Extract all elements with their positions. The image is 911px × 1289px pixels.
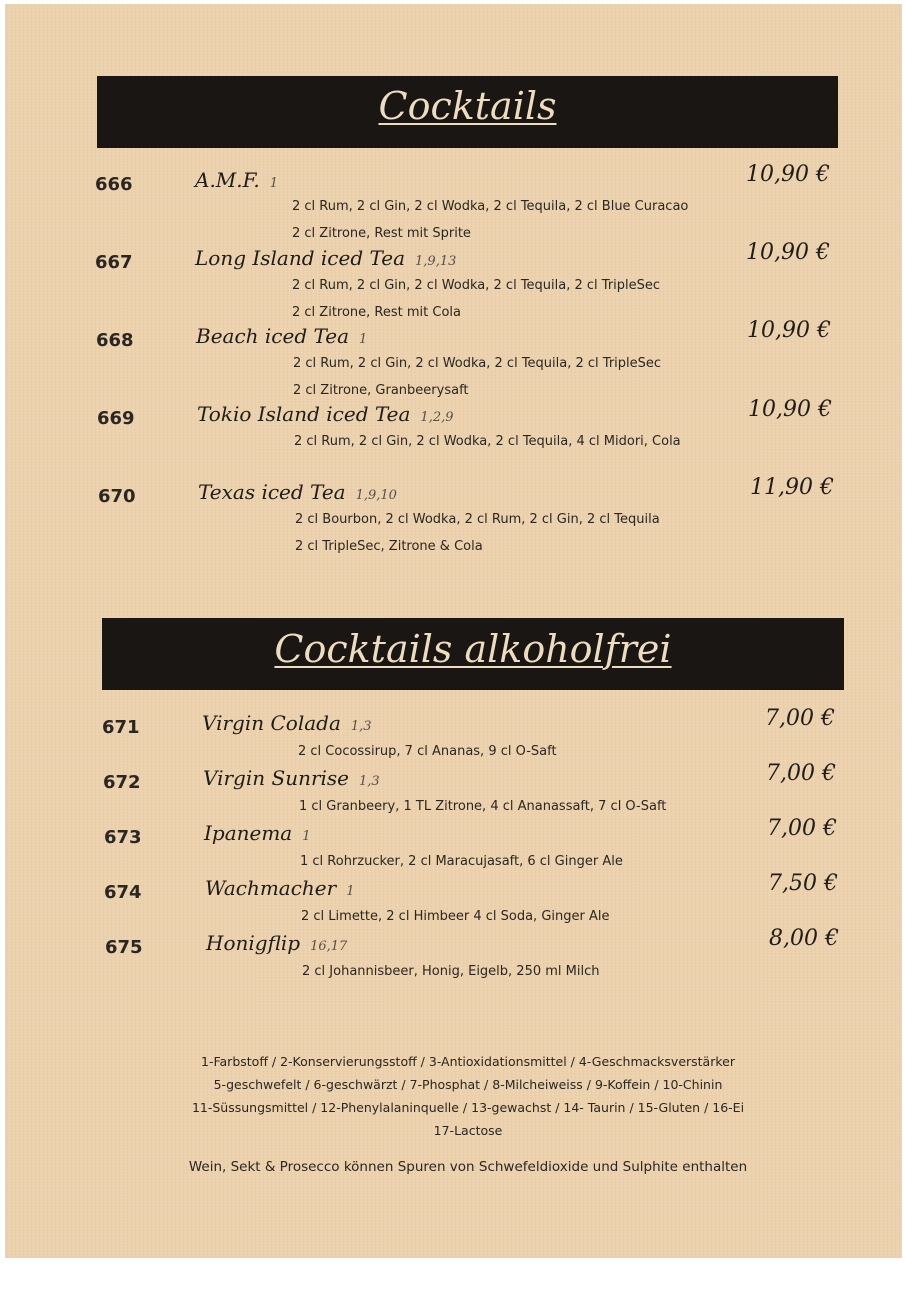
- legend-line: 11-Süssungsmittel / 12-Phenylalaninquelle / 13-gewachst / 14- Taurin / 15-Gluten / 16-Ei: [191, 1100, 745, 1115]
- item-price: 8,00 €: [769, 926, 839, 951]
- item-number: 669: [97, 408, 135, 429]
- section-title-cocktails: Cocktails: [97, 76, 838, 148]
- item-number: 671: [102, 717, 140, 738]
- item-name-text: A.M.F.: [195, 168, 260, 192]
- item-name: [196, 324, 367, 348]
- item-number: 673: [104, 827, 142, 848]
- item-name: [204, 821, 311, 845]
- item-description-line: 2 cl Rum, 2 cl Gin, 2 cl Wodka, 2 cl Tequila, 2 cl Blue Curacao: [292, 199, 689, 214]
- item-description-line: 2 cl Zitrone, Rest mit Cola: [292, 305, 461, 320]
- item-name-text: Honigflip: [206, 931, 301, 955]
- legend-line: 1-Farbstoff / 2-Konservierungsstoff / 3-Antioxidationsmittel / 4-Geschmacksverstärker: [201, 1054, 735, 1069]
- menu-page: [5, 4, 902, 1258]
- item-allergens: 1,9,13: [415, 254, 457, 269]
- item-allergens: 1: [302, 829, 311, 844]
- item-price: 7,50 €: [768, 871, 838, 896]
- item-allergens: 1,2,9: [420, 410, 454, 425]
- item-price: 7,00 €: [765, 706, 835, 731]
- legend-line: 17-Lactose: [433, 1123, 503, 1138]
- item-price: 11,90 €: [750, 475, 834, 500]
- item-name: [202, 711, 372, 735]
- legend-line: 5-geschwefelt / 6-geschwärzt / 7-Phosphat / 8-Milcheiweiss / 9-Koffein / 10-Chinin: [213, 1077, 723, 1092]
- item-name-text: Beach iced Tea: [196, 324, 350, 348]
- item-name-text: Wachmacher: [205, 876, 337, 900]
- item-description-line: 2 cl Rum, 2 cl Gin, 2 cl Wodka, 2 cl Tequila, 4 cl Midori, Cola: [294, 434, 681, 449]
- item-name-text: Tokio Island iced Tea: [197, 402, 411, 426]
- item-description-line: 2 cl Rum, 2 cl Gin, 2 cl Wodka, 2 cl Tequila, 2 cl TripleSec: [292, 278, 661, 293]
- item-name-text: Virgin Colada: [202, 711, 341, 735]
- item-price: 10,90 €: [748, 397, 832, 422]
- item-name-text: Virgin Sunrise: [203, 766, 350, 790]
- item-description-line: 2 cl Limette, 2 cl Himbeer 4 cl Soda, Ginger Ale: [301, 909, 610, 924]
- item-number: 666: [95, 174, 133, 195]
- item-description-line: 1 cl Rohrzucker, 2 cl Maracujasaft, 6 cl Ginger Ale: [300, 854, 623, 869]
- item-description-line: 2 cl TripleSec, Zitrone & Cola: [295, 539, 483, 554]
- item-number: 670: [98, 486, 136, 507]
- item-name: [198, 480, 397, 504]
- item-number: 675: [105, 937, 143, 958]
- item-name: [206, 931, 347, 955]
- item-allergens: 1,3: [359, 774, 380, 789]
- item-description-line: 1 cl Granbeery, 1 TL Zitrone, 4 cl Ananassaft, 7 cl O-Saft: [299, 799, 667, 814]
- item-price: 7,00 €: [767, 816, 837, 841]
- item-description-line: 2 cl Zitrone, Rest mit Sprite: [292, 226, 471, 241]
- item-number: 672: [103, 772, 141, 793]
- item-number: 668: [96, 330, 134, 351]
- item-name: [195, 168, 278, 192]
- item-allergens: 16,17: [310, 939, 348, 954]
- item-price: 7,00 €: [766, 761, 836, 786]
- sulphite-disclaimer: Wein, Sekt & Prosecco können Spuren von Schwefeldioxide und Sulphite enthalten: [188, 1159, 748, 1175]
- item-price: 10,90 €: [747, 318, 831, 343]
- item-allergens: 1: [346, 884, 355, 899]
- item-allergens: 1: [269, 176, 279, 191]
- item-number: 667: [95, 252, 133, 273]
- item-description-line: 2 cl Johannisbeer, Honig, Eigelb, 250 ml Milch: [302, 964, 600, 979]
- item-description-line: 2 cl Zitrone, Granbeerysaft: [293, 383, 469, 398]
- item-allergens: 1: [359, 332, 368, 347]
- item-allergens: 1,9,10: [355, 488, 397, 503]
- item-price: 10,90 €: [746, 162, 830, 187]
- item-description-line: 2 cl Cocossirup, 7 cl Ananas, 9 cl O-Saft: [298, 744, 557, 759]
- item-name: [197, 402, 454, 426]
- item-name: [205, 876, 354, 900]
- item-price: 10,90 €: [746, 240, 830, 265]
- item-number: 674: [104, 882, 142, 903]
- item-allergens: 1,3: [350, 719, 372, 734]
- item-name: [203, 766, 380, 790]
- section-title-cocktails-alkoholfrei: Cocktails alkoholfrei: [102, 618, 844, 690]
- item-name-text: Texas iced Tea: [198, 480, 346, 504]
- item-name-text: Long Island iced Tea: [195, 246, 406, 270]
- item-name: [195, 246, 456, 270]
- item-description-line: 2 cl Rum, 2 cl Gin, 2 cl Wodka, 2 cl Tequila, 2 cl TripleSec: [293, 356, 662, 371]
- item-name-text: Ipanema: [204, 821, 293, 845]
- allergen-legend: [155, 1050, 781, 1142]
- item-description-line: 2 cl Bourbon, 2 cl Wodka, 2 cl Rum, 2 cl Gin, 2 cl Tequila: [295, 512, 660, 527]
